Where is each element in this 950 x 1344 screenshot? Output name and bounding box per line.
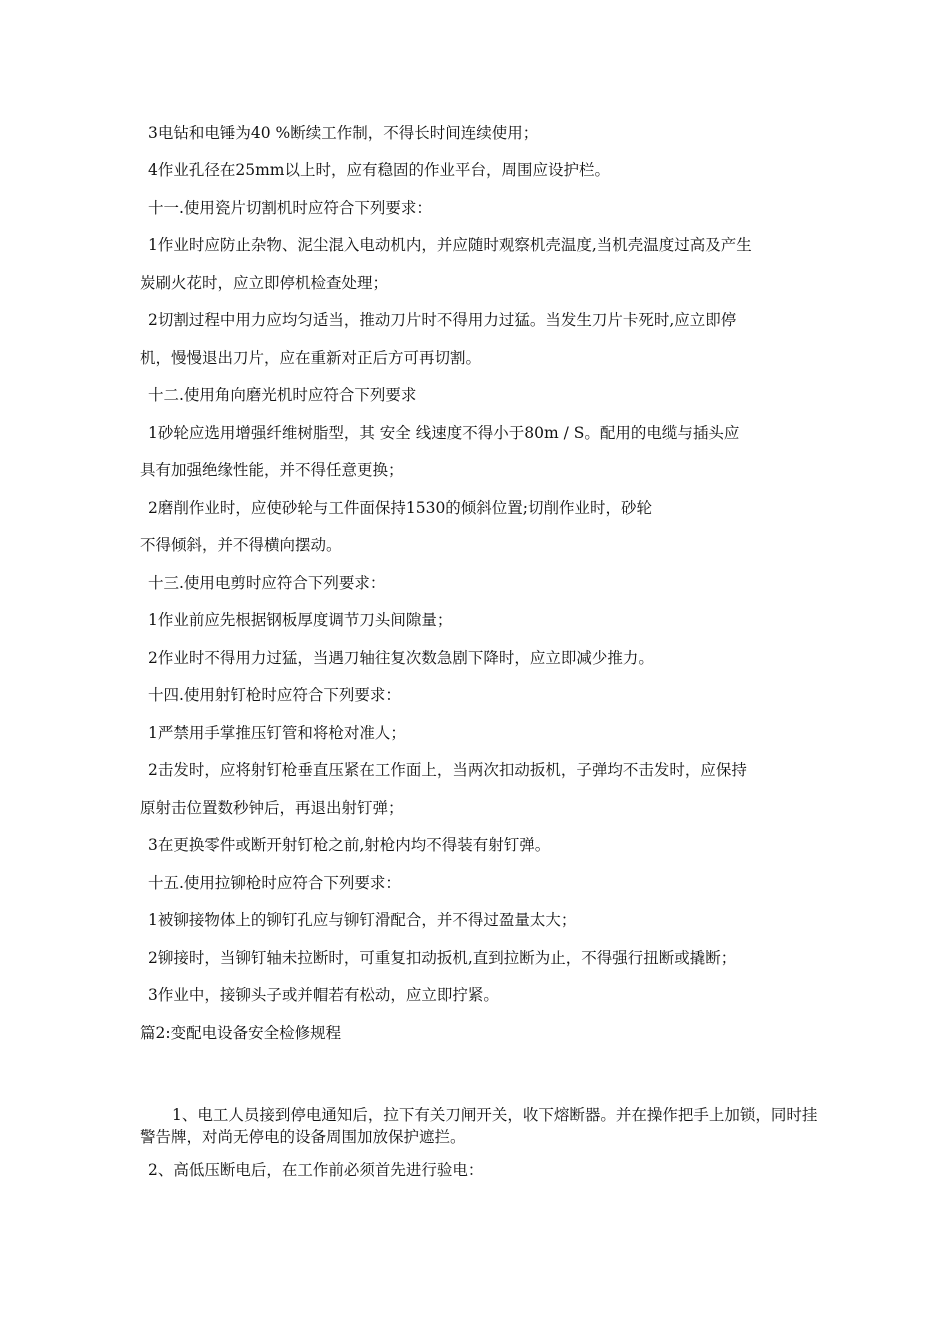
text-line: 1严禁用手掌推压钉管和将枪对准人； <box>148 724 406 742</box>
section-heading: 十四.使用射钉枪时应符合下列要求： <box>148 686 401 704</box>
text-line: 1作业时应防止杂物、泥尘混入电动机内，并应随时观察机壳温度,当机壳温度过高及产生 <box>148 236 752 254</box>
text-line: 1砂轮应选用增强纤维树脂型，其 安全 线速度不得小于80m / S。配用的电缆与插头应 <box>148 424 740 442</box>
text-line: 2作业时不得用力过猛，当遇刀轴往复次数急剧下降时，应立即减少推力。 <box>148 649 654 667</box>
text-line: 3电钻和电锤为40 %断续工作制，不得长时间连续使用； <box>148 124 539 142</box>
text-line: 3在更换零件或断开射钉枪之前,射枪内均不得装有射钉弹。 <box>148 836 551 854</box>
text-line: 1被铆接物体上的铆钉孔应与铆钉滑配合，并不得过盈量太大； <box>148 911 577 929</box>
text-line: 炭刷火花时，应立即停机检查处理； <box>140 274 389 292</box>
text-line: 2磨削作业时，应使砂轮与工件面保持1530的倾斜位置;切削作业时，砂轮 <box>148 499 653 517</box>
section-heading: 十一.使用瓷片切割机时应符合下列要求： <box>148 199 432 217</box>
text-line: 原射击位置数秒钟后，再退出射钉弹； <box>140 799 404 817</box>
text-line: 2击发时，应将射钉枪垂直压紧在工作面上，当两次扣动扳机，子弹均不击发时，应保持 <box>148 761 747 779</box>
section-heading: 十二.使用角向磨光机时应符合下列要求 <box>148 386 417 404</box>
text-line: 3作业中，接铆头子或并帽若有松动，应立即拧紧。 <box>148 986 499 1004</box>
text-line: 2铆接时，当铆钉轴未拉断时，可重复扣动扳机,直到拉断为止，不得强行扭断或撬断； <box>148 949 737 967</box>
section-heading: 十三.使用电剪时应符合下列要求： <box>148 574 386 592</box>
paragraph: 1、电工人员接到停电通知后，拉下有关刀闸开关，收下熔断器。并在操作把手上加锁，同时挂警告牌，对尚无停电的设备周围加放保护遮拦。 <box>140 1106 818 1146</box>
text-line: 4作业孔径在25mm以上时，应有稳固的作业平台，周围应设护栏。 <box>148 161 610 179</box>
text-line: 2切割过程中用力应均匀适当，推动刀片时不得用力过猛。当发生刀片卡死时,应立即停 <box>148 311 737 329</box>
text-line: 具有加强绝缘性能，并不得任意更换； <box>140 461 404 479</box>
chapter-title: 篇2:变配电设备安全检修规程 <box>140 1024 342 1042</box>
paragraph: 2、高低压断电后，在工作前必须首先进行验电： <box>148 1161 484 1179</box>
text-line: 1作业前应先根据钢板厚度调节刀头间隙量； <box>148 611 453 629</box>
text-line: 不得倾斜，并不得横向摆动。 <box>140 536 342 554</box>
text-line: 机，慢慢退出刀片，应在重新对正后方可再切割。 <box>140 349 482 367</box>
section-heading: 十五.使用拉铆枪时应符合下列要求： <box>148 874 401 892</box>
